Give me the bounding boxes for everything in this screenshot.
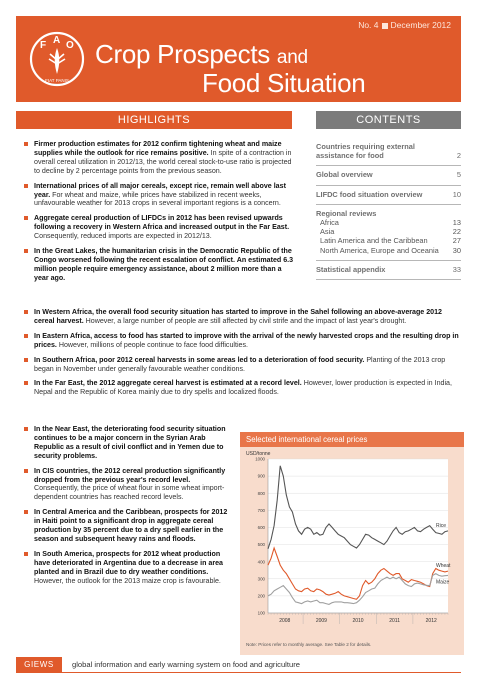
- highlight-body-text: For wheat and maize, while prices have stabilized in recent weeks, unfavourable weather for 2013 crops in several important regions is a concern.: [34, 190, 281, 208]
- highlight-bullet: [24, 140, 296, 176]
- highlight-bold-text: In the Great Lakes, the humanitarian crisis in the Democratic Republic of the Congo worsened following the recent escalation of conflict. An estimated 6.3 million people require emergency assistance, about 2 million more than a year ago.: [34, 247, 294, 282]
- logo-letter-f: F: [40, 40, 47, 51]
- page-footer: [16, 657, 461, 673]
- toc-regional-heading: Regional reviews: [316, 208, 377, 218]
- highlight-bullet: [24, 356, 464, 374]
- toc-label: North America, Europe and Oceania: [320, 245, 439, 255]
- x-year-label: 2009: [315, 618, 327, 624]
- toc-item-region[interactable]: [316, 227, 461, 236]
- highlights-narrow-list: [24, 425, 234, 592]
- toc-item-region[interactable]: [316, 246, 461, 255]
- toc-page: 10: [452, 189, 461, 199]
- x-year-label: 2012: [425, 618, 437, 624]
- fao-logo-icon: [28, 30, 86, 88]
- giews-tagline: global information and early warning system on food and agriculture: [72, 660, 300, 669]
- highlight-bold-text: In the Far East, the 2012 aggregate cereal harvest is estimated at a record level.: [34, 379, 302, 388]
- highlight-bold-text: In Central America and the Caribbean, prospects for 2012 in Haiti point to a significant drop in aggregate cereal production by 35 percent due to a dry spell earlier in the season and subsequent heavy rains and floods.: [34, 508, 228, 543]
- toc-section-regional: [316, 205, 461, 261]
- toc-section-food-assistance: [316, 138, 461, 166]
- toc-page: 33: [452, 264, 461, 274]
- report-title-line2: Food Situation: [202, 68, 366, 98]
- toc-label: Global overview: [316, 170, 373, 180]
- chart-note: Note: Prices refer to monthly average. See Table 2 for details.: [246, 642, 372, 647]
- title-and: and: [276, 47, 308, 68]
- highlight-bullet: [24, 247, 296, 283]
- y-tick-label: 200: [257, 593, 265, 599]
- contents-heading: CONTENTS: [316, 111, 461, 129]
- toc-item-food-assistance-line1[interactable]: Countries requiring external: [316, 142, 415, 151]
- footer-rule: [62, 672, 461, 673]
- toc-label: assistance for food: [316, 151, 384, 161]
- highlights-top-list: [24, 140, 296, 289]
- y-tick-label: 700: [257, 507, 265, 513]
- y-tick-label: 400: [257, 559, 265, 565]
- toc-item-global-overview[interactable]: [316, 170, 461, 179]
- plot-background: [268, 459, 448, 613]
- highlight-bullet: [24, 379, 464, 397]
- cereal-prices-chart-panel: [240, 432, 464, 655]
- toc-section-global-overview: [316, 166, 461, 185]
- highlight-bullet: [24, 214, 296, 241]
- toc-label: Statistical appendix: [316, 264, 386, 274]
- logo-letter-a: A: [53, 35, 61, 46]
- x-year-label: 2008: [279, 618, 291, 624]
- toc-page: 2: [456, 151, 461, 161]
- logo-letter-o: O: [66, 40, 74, 51]
- highlight-bold-text: In Southern Africa, poor 2012 cereal harvests in some areas led to a deterioration of food security.: [34, 355, 365, 364]
- toc-label: LIFDC food situation overview: [316, 189, 423, 199]
- issue-number: No. 4: [358, 20, 379, 30]
- highlight-bullet: [24, 550, 234, 586]
- highlight-body-text: Planting of the 2013 crop began in November under generally favourable weather conditions.: [34, 355, 446, 373]
- toc-page: 30: [452, 245, 461, 255]
- report-header: [16, 16, 461, 102]
- toc-label: Latin America and the Caribbean: [320, 236, 428, 246]
- highlight-bold-text: In CIS countries, the 2012 cereal production significantly dropped from the previous year's record level.: [34, 466, 226, 484]
- highlight-body-text: Consequently, reduced imports are expected in 2012/13.: [34, 232, 212, 241]
- highlight-bullet: [24, 425, 234, 461]
- highlight-body-text: However, lower production is expected in India, Nepal and the Republic of Korea mainly due to dry spells and localized floods.: [34, 379, 452, 397]
- toc-item-region[interactable]: [316, 236, 461, 245]
- highlight-bullet: [24, 467, 234, 503]
- toc-regions-list: [316, 218, 461, 255]
- highlight-bold-text: Aggregate cereal production of LIFDCs in 2012 has been revised upwards following a recovery in Western Africa and increased output in the Far East.: [34, 214, 290, 232]
- y-tick-label: 900: [257, 473, 265, 479]
- y-tick-label: 100: [257, 610, 265, 616]
- series-label-wheat: Wheat: [436, 563, 451, 570]
- y-axis-label: USD/tonne: [246, 451, 271, 457]
- y-tick-label: 600: [257, 525, 265, 531]
- highlight-bold-text: In the Near East, the deteriorating food security situation continues to be a major concern in the Syrian Arab Republic as a result of civil conflict and in Yemen due to security problems.: [34, 425, 226, 460]
- highlight-body-text: However, a large number of people are still affected by civil strife and the impact of last year's drought.: [83, 316, 407, 325]
- chart-title: Selected international cereal prices: [240, 432, 464, 447]
- highlight-bullet: [24, 308, 464, 326]
- separator-square: [382, 23, 388, 29]
- toc-item-appendix[interactable]: [316, 265, 461, 274]
- toc-item-region[interactable]: [316, 218, 461, 227]
- toc-page: 22: [452, 227, 461, 237]
- x-year-label: 2011: [389, 618, 400, 624]
- x-year-label: 2010: [352, 618, 364, 624]
- highlight-bold-text: International prices of all major cereals, except rice, remain well above last year.: [34, 181, 286, 199]
- highlight-bold-text: In South America, prospects for 2012 wheat production have deteriorated in Argentina due to a decrease in area planted and in Brazil due to dry weather conditions.: [34, 549, 223, 576]
- highlight-bold-text: In Western Africa, the overall food security situation has started to improve in the Sahel following an above-average 2012 cereal harvest.: [34, 308, 442, 325]
- series-label-rice: Rice: [436, 522, 447, 529]
- report-title-line1: [95, 39, 308, 70]
- y-tick-label: 800: [257, 490, 265, 496]
- highlight-bullet: [24, 508, 234, 544]
- toc-item-lifdc[interactable]: [316, 190, 461, 199]
- toc-page: 5: [456, 170, 461, 180]
- highlight-bold-text: Firmer production estimates for 2012 confirm tightening wheat and maize supplies while the outlook for rice remains positive.: [34, 140, 282, 157]
- highlight-bullet: [24, 332, 464, 350]
- highlights-heading: HIGHLIGHTS: [16, 111, 292, 129]
- highlight-body-text: However, millions of people continue to face food difficulties.: [56, 340, 248, 349]
- toc-label: Asia: [320, 227, 335, 237]
- logo-motto: FIAT PANIS: [45, 78, 69, 83]
- cereal-prices-chart: [244, 449, 460, 639]
- y-tick-label: 500: [257, 542, 265, 548]
- toc-item-food-assistance[interactable]: [316, 151, 461, 160]
- highlight-bold-text: In Eastern Africa, access to food has started to improve with the arrival of the newly harvested crops and the resulting drop in prices.: [34, 331, 459, 349]
- highlights-wide-list: [24, 308, 464, 403]
- toc-page: 13: [452, 218, 461, 228]
- toc-label: Africa: [320, 218, 339, 228]
- highlight-body-text: However, the outlook for the 2013 maize crop is favourable.: [34, 576, 221, 585]
- table-of-contents: [316, 138, 461, 280]
- toc-section-appendix: [316, 261, 461, 280]
- y-tick-label: 1000: [255, 456, 265, 462]
- title-crop-prospects: Crop Prospects: [95, 39, 270, 69]
- toc-page: 27: [452, 236, 461, 246]
- y-tick-label: 300: [257, 576, 265, 582]
- issue-info: [358, 20, 451, 30]
- giews-label: GIEWS: [16, 657, 62, 673]
- issue-date: December 2012: [390, 20, 451, 30]
- toc-section-lifdc: [316, 186, 461, 205]
- highlight-body-text: Consequently, the price of wheat flour in some wheat import-dependent countries has reached record levels.: [34, 484, 225, 502]
- highlight-body-text: In spite of a contraction in overall cereal utilization in 2012/13, the world cereal stock-to-use ratio is projected to decline by 2 percentage points from the previous season.: [34, 148, 292, 175]
- highlight-bullet: [24, 182, 296, 209]
- series-label-maize: Maize: [436, 579, 450, 586]
